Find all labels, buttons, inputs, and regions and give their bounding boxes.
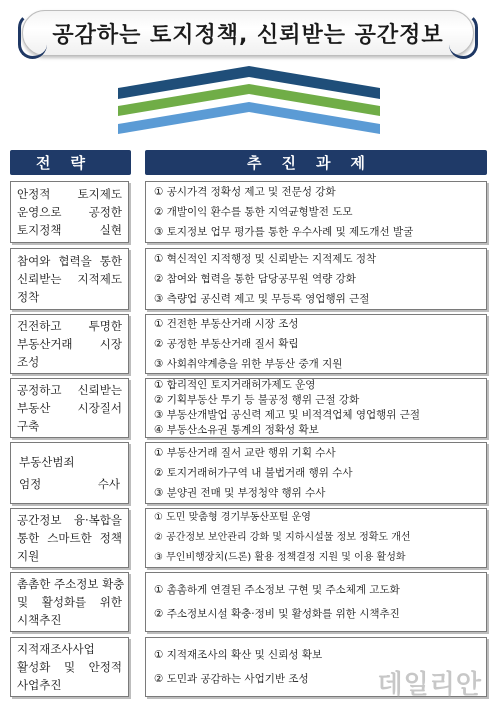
- strategy-line: 및 활성화를 위한: [17, 595, 122, 609]
- task-item: ① 부동산거래 질서 교란 행위 기획 수사: [154, 447, 336, 459]
- strategy-cell: [10, 378, 129, 438]
- chevron-navy: [118, 66, 380, 99]
- task-item: ① 합리적인 토지거래허가제도 운영: [154, 379, 316, 391]
- task-item: ① 촘촘하게 연결된 주소정보 구현 및 주소체계 고도화: [154, 584, 400, 596]
- task-item: ② 참여와 협력을 통한 담당공무원 역량 강화: [154, 273, 356, 285]
- task-item: ② 기획부동산 투기 등 불공정 행위 근절 강화: [154, 394, 360, 406]
- tasks-cell: [145, 572, 487, 632]
- strategy-cell: [10, 442, 129, 504]
- strategy-line: 시책추진: [17, 613, 62, 627]
- task-item: ③ 사회취약계층을 위한 부동산 중개 지원: [154, 358, 343, 370]
- strategy-cell: [10, 181, 129, 243]
- strategy-line: 신뢰받는 지적제도: [17, 272, 122, 286]
- page-title: 공감하는 토지정책, 신뢰받는 공간정보: [52, 22, 444, 48]
- task-item: ① 도민 맞춤형 경기부동산포털 운영: [154, 512, 311, 523]
- strategy-line: 지적재조사사업: [17, 642, 95, 656]
- strategy-cell: [10, 637, 129, 697]
- strategy-row-5: [10, 442, 487, 504]
- strategy-line: 지원: [17, 549, 40, 563]
- task-item: ② 주소정보시설 확충·정비 및 활성화를 위한 시책추진: [154, 608, 400, 620]
- task-item: ③ 토지정보 업무 평가를 통한 우수사례 및 제도개선 발굴: [154, 226, 414, 238]
- strategy-line: 활성화 및 안정적: [17, 660, 122, 674]
- strategy-line: 안정적 토지제도: [17, 187, 122, 201]
- task-item: ④ 부동산소유권 통계의 정확성 확보: [154, 424, 319, 436]
- task-item: ③ 부동산개발업 공신력 제고 및 비적격업체 영업행위 근절: [154, 409, 421, 421]
- tasks-cell: [145, 248, 487, 310]
- tasks-cell: [145, 314, 487, 374]
- title-bracket-right: [449, 13, 478, 59]
- strategy-line: 참여와 협력을 통한: [17, 254, 122, 268]
- tasks-cell: [145, 378, 487, 438]
- strategy-row-3: [10, 314, 487, 374]
- task-item: ② 도민과 공감하는 사업기반 조성: [154, 673, 309, 685]
- task-item: ② 토지거래허가구역 내 불법거래 행위 수사: [154, 467, 353, 479]
- tasks-header: 추진과제: [145, 150, 487, 175]
- task-item: ③ 무인비행장치(드론) 활용 정책결정 지원 및 이용 활성화: [154, 552, 406, 563]
- strategy-row-7: [10, 572, 487, 632]
- strategy-line: 건전하고 투명한: [17, 319, 122, 333]
- task-item: ① 건전한 부동산거래 시장 조성: [154, 318, 299, 330]
- task-item: ③ 분양권 전매 및 부정청약 행위 수사: [154, 487, 326, 499]
- strategy-line: 부동산범죄: [19, 455, 75, 469]
- strategy-row-2: [10, 248, 487, 310]
- strategy-row-4: [10, 378, 487, 438]
- title-bracket-left: [18, 13, 47, 59]
- strategy-cell: [10, 314, 129, 374]
- strategy-line: 토지정책 실현: [17, 223, 122, 237]
- task-item: ② 개발이익 환수를 통한 지역균형발전 도모: [154, 206, 353, 218]
- strategy-line: 운영으로 공정한: [17, 205, 122, 219]
- strategy-header: 전략: [10, 150, 131, 175]
- task-item: ② 공간정보 보안관리 강화 및 지하시설물 정보 정확도 개선: [154, 532, 411, 543]
- task-item: ② 공정한 부동산거래 질서 확립: [154, 338, 299, 350]
- strategy-line: 부동산거래 시장: [17, 337, 122, 351]
- task-item: ① 혁신적인 지적행정 및 신뢰받는 지적제도 정착: [154, 253, 377, 265]
- strategy-cell: [10, 572, 129, 632]
- strategy-line: 부동산 시장질서: [17, 401, 122, 415]
- tasks-cell: [145, 442, 487, 504]
- strategy-row-6: [10, 508, 487, 568]
- strategy-line: 통한 스마트한 정책: [17, 531, 122, 545]
- strategy-cell: [10, 248, 129, 310]
- task-item: ③ 측량업 공신력 제고 및 무등록 영업행위 근절: [154, 293, 370, 305]
- strategy-line: 사업추진: [17, 678, 62, 692]
- strategy-line: 엄정 수사: [19, 477, 120, 491]
- strategy-line: 공정하고 신뢰받는: [17, 383, 122, 397]
- strategy-cell: [10, 508, 129, 568]
- strategy-line: 조성: [17, 355, 40, 369]
- strategy-line: 구축: [17, 419, 40, 433]
- strategy-line: 촘촘한 주소정보 확충: [17, 577, 125, 591]
- strategy-line: 정착: [17, 290, 40, 304]
- task-item: ① 지적재조사의 확산 및 신뢰성 확보: [154, 649, 323, 661]
- strategy-line: 공간정보 융·복합을: [17, 513, 122, 527]
- strategy-row-1: [10, 181, 487, 243]
- task-item: ① 공시가격 정확성 제고 및 전문성 강화: [154, 186, 336, 198]
- tasks-cell: [145, 181, 487, 243]
- chevron-graphic: [0, 66, 498, 148]
- watermark-logo: 데일리안: [377, 670, 482, 700]
- tasks-cell: [145, 508, 487, 568]
- page-title-box: [22, 10, 474, 56]
